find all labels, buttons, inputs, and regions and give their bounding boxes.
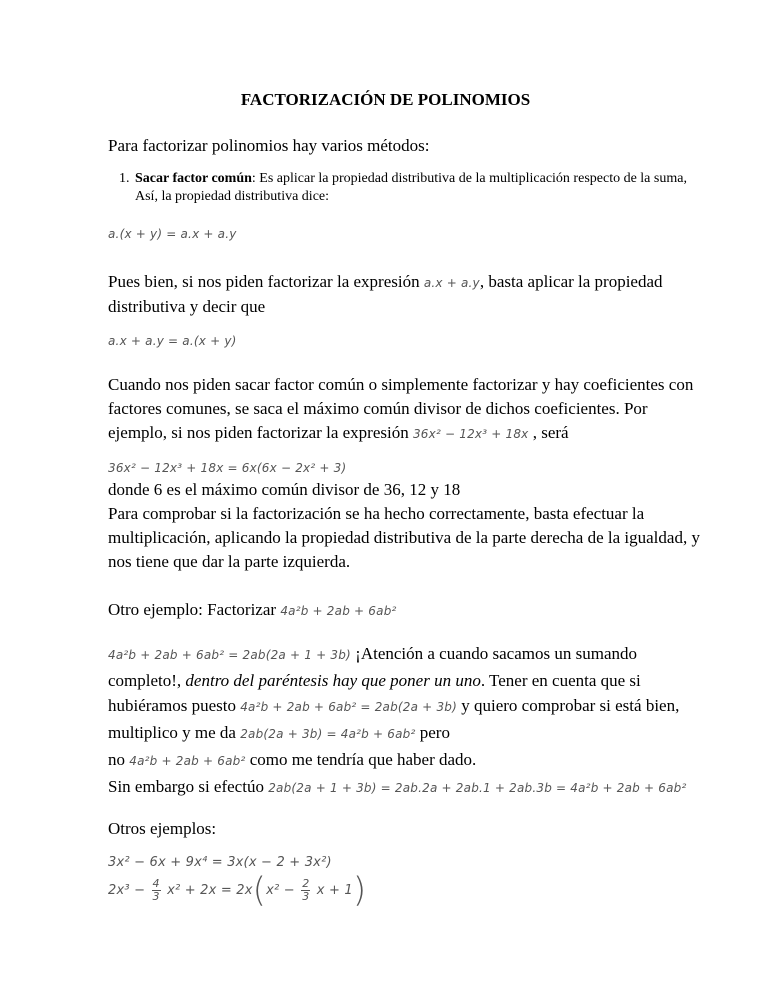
- formula-inline: a.x + a.y: [423, 276, 480, 290]
- example-line-1: 3x² − 6x + 9x⁴ = 3x(x − 2 + 3x²): [108, 855, 332, 870]
- paragraph-comprobar: Para comprobar si la factorización se ha hecho correctamente, basta efectuar la multiplicación, aplicando la propiedad distributiva de la parte derecha de la igualdad, y nos tiene que dar la parte izquierda.: [108, 504, 700, 571]
- formula-inline: 4a²b + 2ab + 6ab²: [280, 604, 397, 618]
- formula-inline: 4a²b + 2ab + 6ab²: [129, 754, 246, 768]
- paren-close: ): [352, 870, 367, 911]
- denominator: 3: [302, 890, 310, 903]
- paragraph-otros-ejemplos: Otros ejemplos:: [108, 819, 217, 838]
- math-text: x + 1: [316, 883, 353, 898]
- math-text: x² −: [266, 883, 295, 898]
- fraction: [301, 878, 310, 903]
- text: ¡Atención a cuando sacamos un sumando completo!,: [108, 644, 637, 690]
- math-text: 2x³ −: [108, 883, 146, 898]
- examples-block: [108, 853, 708, 909]
- text: no: [108, 750, 130, 769]
- formula-inline: 4a²b + 2ab + 6ab² = 2ab(2a + 3b): [240, 700, 457, 714]
- example-line-2: [108, 870, 708, 911]
- intro-text: Para factorizar polinomios hay varios métodos:: [108, 136, 430, 155]
- text: pero: [415, 723, 450, 742]
- paragraph-pues-bien: [108, 270, 708, 319]
- text: Cuando nos piden sacar factor común o simplemente factorizar y hay coeficientes con factores comunes, se saca el máximo común divisor de dichos coeficientes. Por ejemplo, si nos piden factorizar la expresión: [108, 375, 694, 442]
- text: y quiero comprobar si está bien, multiplico y me da: [108, 696, 680, 742]
- paragraph-cuando: [108, 373, 708, 446]
- math-text: x² + 2x = 2x: [167, 883, 253, 898]
- text: , basta aplicar la propiedad distributiva y decir que: [108, 272, 663, 316]
- text: Otro ejemplo: Factorizar: [108, 600, 281, 619]
- methods-list: [108, 170, 708, 206]
- emphasis-text: dentro del paréntesis hay que poner un uno: [185, 671, 481, 690]
- text: Pues bien, si nos piden factorizar la expresión: [108, 272, 424, 291]
- document-page: [108, 88, 708, 909]
- formula-factor: a.x + a.y = a.(x + y): [108, 334, 237, 348]
- paren-open: (: [252, 870, 267, 911]
- text: Sin embargo si efectúo: [108, 777, 269, 796]
- formula-distributive: a.(x + y) = a.x + a.y: [108, 227, 237, 241]
- text: , será: [528, 423, 569, 442]
- text: como me tendría que haber dado.: [245, 750, 477, 769]
- paragraph-example2: [108, 641, 708, 801]
- numerator: 2: [302, 877, 310, 890]
- formula-inline: 2ab(2a + 3b) = 4a²b + 6ab²: [240, 727, 416, 741]
- method-description: : Es aplicar la propiedad distributiva de la multiplicación respecto de la suma, Así, la propiedad distributiva dice:: [135, 171, 687, 204]
- fraction: [152, 878, 161, 903]
- paragraph-otro-ejemplo: [108, 598, 708, 623]
- formula-inline: 4a²b + 2ab + 6ab² = 2ab(2a + 1 + 3b): [108, 648, 351, 662]
- page-title: FACTORIZACIÓN DE POLINOMIOS: [240, 90, 531, 109]
- numerator: 4: [152, 877, 160, 890]
- list-item: [133, 170, 708, 206]
- formula-example1: 36x² − 12x³ + 18x = 6x(6x − 2x² + 3): [108, 461, 347, 475]
- denominator: 3: [152, 890, 160, 903]
- text: . Tener en cuenta que si hubiéramos puesto: [108, 671, 641, 715]
- formula-inline: 2ab(2a + 1 + 3b) = 2ab.2a + 2ab.1 + 2ab.3b = 4a²b + 2ab + 6ab²: [268, 781, 687, 795]
- method-name: Sacar factor común: [135, 171, 252, 186]
- paragraph-donde: donde 6 es el máximo común divisor de 36, 12 y 18: [108, 480, 461, 499]
- formula-inline: 36x² − 12x³ + 18x: [412, 427, 529, 441]
